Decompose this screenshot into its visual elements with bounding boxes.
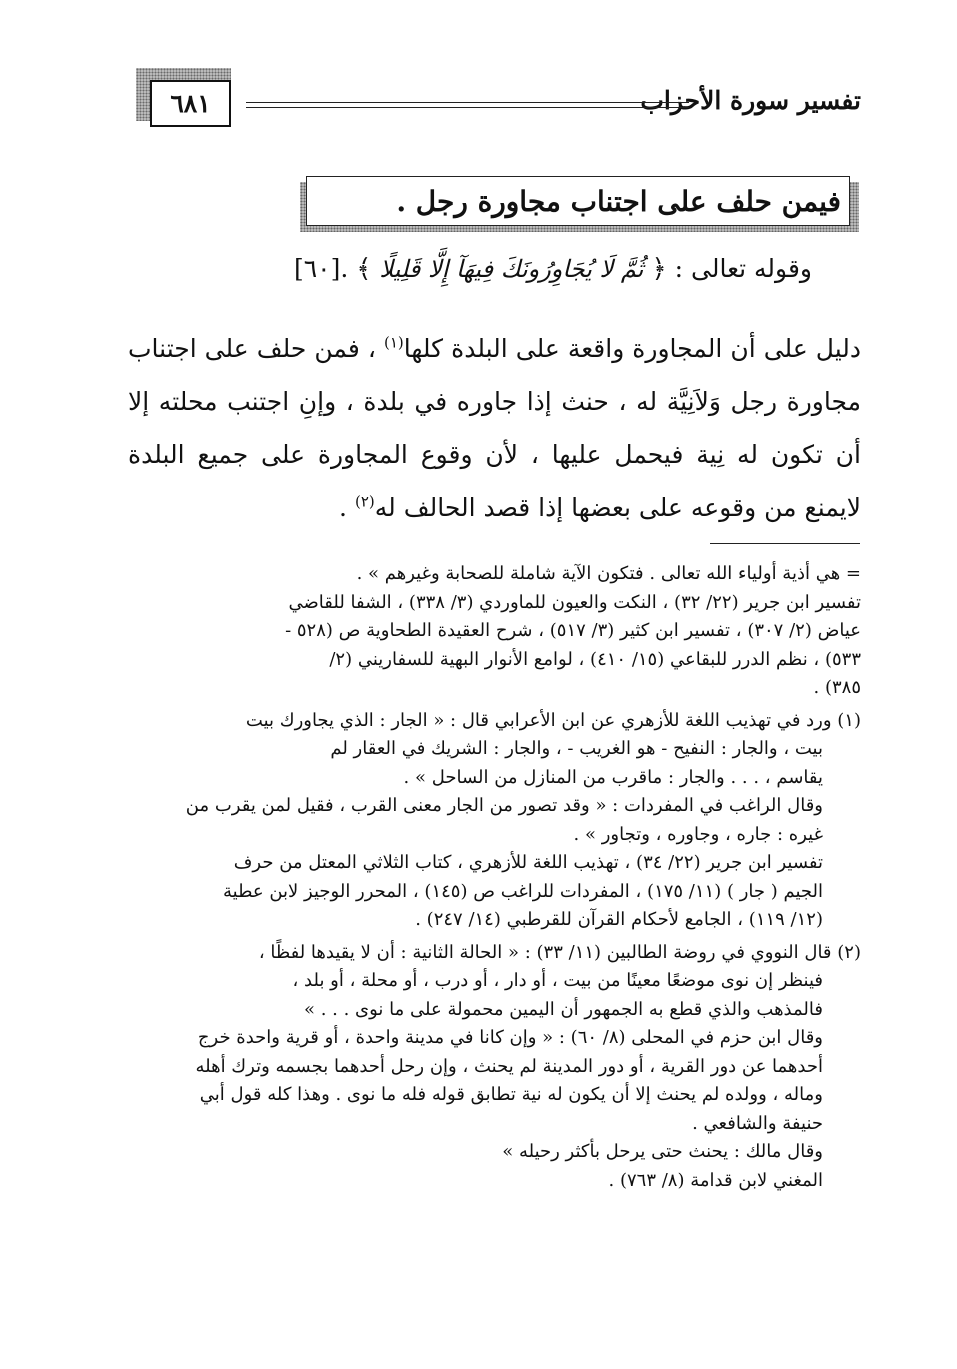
footnote-line: حنيفة والشافعي .: [692, 1112, 823, 1134]
quran-close-bracket: ﴾: [356, 254, 372, 284]
footnote-line: = هي أذية أولياء الله تعالى . فتكون الآية شاملة للصحابة وغيرهم » .: [356, 563, 861, 584]
section-heading-box: [306, 176, 850, 226]
footnote-continuation: [128, 560, 861, 703]
footnote-line: (١) ورد في تهذيب اللغة للأزهري عن ابن الأعرابي قال : « الجار : الذي يجاورك بيت: [245, 709, 861, 731]
footnote-line: وماله ، وولده لم يحنث إلا أن يكون له نية تطابق قوله فله ما نوى . وهذا كله قول أبي: [199, 1084, 823, 1105]
footnote-line: فالمذهب والذي قطع به الجمهور أن اليمين محمولة على ما نوى . . . »: [303, 998, 823, 1020]
page-number-box: [150, 80, 231, 127]
page-number: ٦٨١: [170, 89, 211, 118]
section-heading: فيمن حلف على اجتناب مجاورة رجل .: [396, 184, 841, 218]
body-text-part: ، فمن حلف على اجتناب مجاورة رجل وَلاَنِيَّة له ، حنث إذا جاوره في بلدة ، وإنِ اجتنب محلته إلا أن تكون له نِية فيحمل عليها ، لأن وقوع المجاورة على جميع البلدة لايمنع من وقوعه على بعضها إذا قصد الحالف له: [128, 334, 861, 522]
footnote-line: تفسير ابن جرير (٢٢/ ٣٢) ، النكت والعيون للماوردي (٣/ ٣٣٨) ، الشفا للقاضي: [288, 591, 861, 613]
footnote-line: وقال مالك : يحنث حتى يرحل بأكثر رحيله »: [502, 1141, 823, 1162]
footnote-line: الجيم ( جار ) (١١/ ١٧٥) ، المفردات للراغب ص (١٤٥) ، المحرر الوجيز لابن عطية: [223, 880, 823, 902]
footnotes: [128, 560, 861, 1199]
quran-open-bracket: ﴿: [651, 254, 667, 284]
verse-line: [294, 254, 812, 284]
footnote-line: غيره : جاره ، وجاوره ، وتجاور » .: [573, 823, 823, 845]
footnote-line: فينظر إن نوى موضعًا معينًا من بيت ، أو دار ، أو درب ، أو محلة ، أو بلد ،: [292, 970, 823, 991]
verse-intro: وقوله تعالى :: [674, 254, 812, 283]
footnote-line: يقاسم ، . . . والجار : ماقرب من المنازل من الساحل » .: [403, 766, 823, 788]
footnote-line: ٣٨٥) .: [813, 677, 861, 698]
body-text-part: دليل على أن المجاورة واقعة على البلدة كلها: [403, 334, 861, 363]
footnote-ref-1[interactable]: (١): [383, 333, 404, 352]
footnote-line: تفسير ابن جرير (٢٢/ ٣٤) ، تهذيب اللغة للأزهري ، كتاب الثلاثي المعتل من حرف: [233, 852, 823, 873]
footnote-line: المغني لابن قدامة (٨/ ٧٦٣) .: [608, 1169, 823, 1191]
footnote-1: [128, 707, 861, 935]
footnote-line: ٥٣٣) ، نظم الدرر للبقاعي (١٥/ ٤١٠) ، لوامع الأنوار البهية للسفاريني (٢/: [329, 648, 861, 670]
footnote-line: (٢) قال النووي في روضة الطالبين (١١/ ٣٣) : « الحالة الثانية : أن لا يقيدها لفظًا ،: [258, 941, 861, 963]
header-rule: [246, 102, 689, 108]
body-text-part: .: [339, 493, 355, 522]
verse-reference: .[٦٠]: [293, 254, 349, 283]
footnote-line: أحدهما عن دور القرية ، أو دور المدينة لم يحنث ، وإن رحل أحدهما بجسمه وترك أهله: [195, 1055, 823, 1077]
footnote-line: عياض (٢/ ٣٠٧) ، تفسير ابن كثير (٣/ ٥١٧) ، شرح العقيدة الطحاوية ص (٥٢٨ -: [285, 620, 861, 641]
footnote-line: (١٢/ ١١٩) ، الجامع لأحكام القرآن للقرطبي (١٤/ ٢٤٧) .: [415, 909, 823, 930]
main-paragraph: [128, 322, 861, 534]
running-title: تفسير سورة الأحزاب: [640, 86, 861, 115]
footnote-separator: [710, 543, 860, 544]
footnote-2: [128, 939, 861, 1196]
footnote-ref-2[interactable]: (٢): [354, 492, 375, 511]
quran-text: ثُمَّ لَا يُجَاوِرُونَكَ فِيهَآ إِلَّا قَلِيلًا: [379, 255, 644, 283]
footnote-line: وقال ابن حزم في المحلى (٨/ ٦٠) : « وإن كانا في مدينة واحدة ، أو قرية واحدة خرج: [197, 1027, 823, 1048]
footnote-line: وقال الراغب في المفردات : « وقد تصور من الجار معنى القرب ، فقيل لمن يقرب من: [185, 795, 823, 816]
footnote-line: بيت ، والجار : النفيح - هو الغريب - ، والجار : الشريك في العقار لم: [330, 738, 823, 759]
